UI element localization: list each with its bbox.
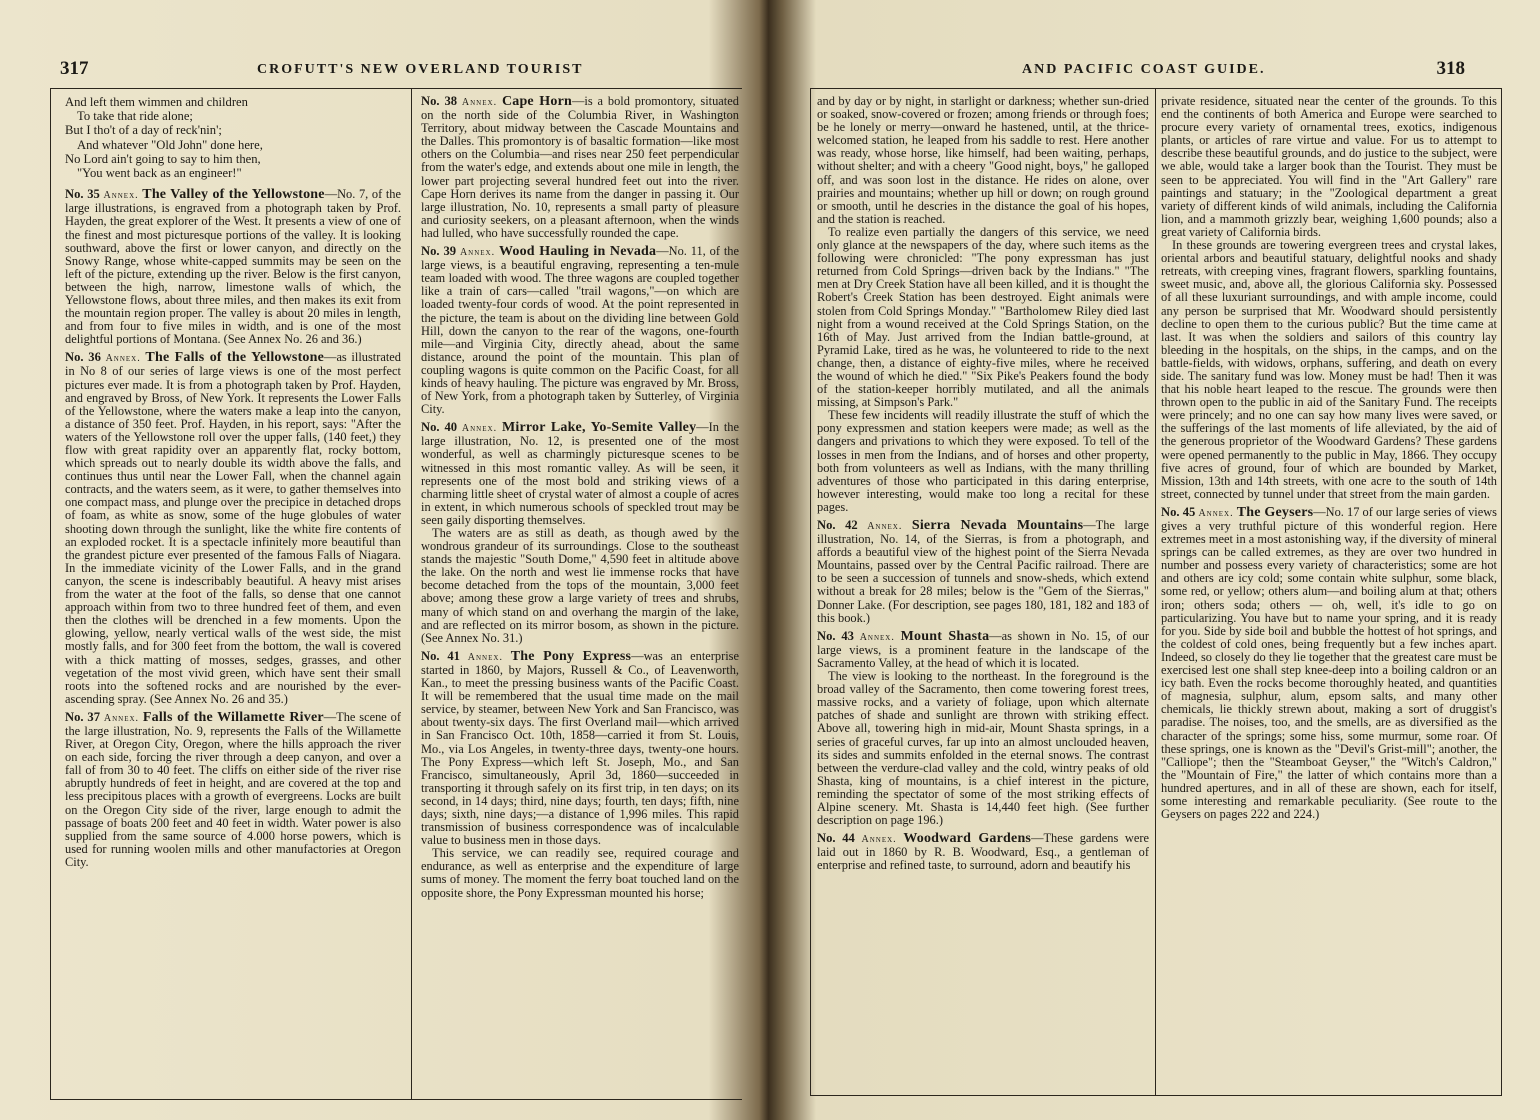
left-page bbox=[22, 0, 742, 1120]
running-title: AND PACIFIC COAST GUIDE. bbox=[1022, 62, 1266, 77]
right-page bbox=[800, 0, 1505, 1120]
poem-line: No Lord ain't going to say to him then, bbox=[65, 151, 261, 166]
paragraph: and by day or by night, in starlight or darkness; whether sun-dried or soaked, snow-covered or frozen; among friends or through foes; be he lonely or merry—onward he hastened, until, at the thrice-welcomed station, he leaped from his saddle to rest. Here another was ready, whose horse, like himself, had been waiting, perhaps, without shelter; and with a cheery "Good night, boys," he galloped off, and was soon lost in the distance. He rides on alone, over prairies and mountains; whether up hill or down; on rough ground or smooth, until he descries in the distance the goal of his hopes, and the station is reached. bbox=[817, 95, 1149, 226]
poem-verse bbox=[65, 95, 401, 180]
paragraph: These few incidents will readily illustrate the stuff of which the pony expressmen and station keepers were made; as well as the dangers and privations to which they were exposed. To tell of the losses in men from the Indians, and of horses and other property, both from volunteers as well as Indians, with the many thrilling adventures of those who participated in this daring enterprise, however interesting, would make too long a recital for these pages. bbox=[817, 408, 1149, 514]
column-right bbox=[421, 95, 739, 1095]
poem-line: To take that ride alone; bbox=[77, 109, 193, 124]
annex-entry: No. 41 Annex. The Pony Express—was an enterprise started in 1860, by Majors, Russell & Co., of Leavenworth, Kan., to meet the pressing business wants of the Pacific Coast. It will be remembered that the usual time made on the mail service, by steamer, between New York and San Francisco, was about twenty-six days. The first Overland mail—which arrived in San Francisco Oct. 10th, 1858—carried it from St. Louis, Mo., via Los Angeles, in twenty-three days, twenty-one hours. The Pony Express—which left St. Joseph, Mo., and San Francisco, simultaneously, April 3d, 1860—succeeded in transporting it through safely on its first trip, in ten days; on its second, in 14 days; third, nine days; fourth, ten days; fifth, nine days; sixth, nine days;—a distance of 1,996 miles. This rapid transmission of business correspondence was of incalculable value to business men in those days. bbox=[421, 648, 739, 848]
poem-line: "You went back as an engineer!" bbox=[77, 166, 242, 181]
column-right bbox=[1161, 95, 1497, 1091]
paragraph: The waters are as still as death, as though awed by the wondrous grandeur of its surroundings. Close to the southeast stands the majestic "South Dome," 4,590 feet in altitude above the lake. On the north and west lie immense rocks that have become detached from the tops of the mountain, 3,000 feet above; among these grow a large variety of trees and shrubs, many of which stand on and overhang the margin of the lake, and are reflected on its mirror bosom, as shown in the picture. (See Annex No. 31.) bbox=[421, 526, 739, 645]
text-frame bbox=[50, 88, 742, 1100]
running-title: CROFUTT'S NEW OVERLAND TOURIST bbox=[257, 62, 584, 77]
annex-entry: No. 35 Annex. The Valley of the Yellowstone—No. 7, of the large illustrations, is engraved from a photograph taken by Prof. Hayden, the great explorer of the West. It presents a view of one of the finest and most picturesque portions of the valley. It is looking southward, above the first or lower canyon, and directly on the Snowy Range, whose white-capped summits may be seen on the left of the picture, extending up the river. Below is the first canyon, between the high, narrow, limestone walls of which, the Yellowstone flows, about three miles, and then makes its exit from the mountain region proper. The valley is about 20 miles in length, and from four to five miles in width, and is one of the most delightful portions of Montana. (See Annex No. 26 and 36.) bbox=[65, 187, 401, 347]
annex-entry: No. 38 Annex. Cape Horn—is a bold promontory, situated on the north side of the Columbia River, in Washington Territory, about midway between the Cascade Mountains and the Dalles. This promontory is of basaltic formation—like most others on the Columbia—and rises near 250 feet perpendicular from the water's edge, and extends about one mile in length, the lower part projecting several hundred feet out into the river. Cape Horn derives its name from the danger in passing it. Our large illustration, No. 10, represents a small party of pleasure and curiosity seekers, on a pleasant afternoon, when the winds had lulled, who have successfully rounded the cape. bbox=[421, 95, 739, 240]
paragraph: In these grounds are towering evergreen trees and crystal lakes, oriental arbors and beautiful statuary, delightful nooks and shady retreats, with creeping vines, fragrant flowers, sparkling fountains, sweet music, and, above all, the glorious California sky. Possessed of all these luxuriant surroundings, and with ample income, could any person be surprised that Mr. Woodward should persistently decline to open them to the curious public? But the time came at last. It was when the soldiers and sailors of this country lay bleeding in the hospitals, on the ships, in the camps, and on the battle-fields, with widows, orphans, suffering, and death on every side. The sanitary fund was low. Money must be had! Then it was that his noble heart leaped to the rescue. The grounds were then thrown open to the public in aid of the Sanitary Fund. The receipts were princely; and no one can say how many lives were saved, or the sufferings of the last moments of life alleviated, by the aid of the generous proprietor of the Woodward Gardens? These gardens were opened permanently to the public in May, 1866. They occupy five acres of ground, four of which are bounded by Market, Mission, 13th and 14th streets, with one acre to the south of 14th street, connected by tunnel under that street from the main garden. bbox=[1161, 238, 1497, 501]
annex-entry: No. 45 Annex. The Geysers—No. 17 of our large series of views gives a very truthful picture of this wonderful region. Here extremes meet in a most astonishing way, if the diversity of mineral springs can be called extremes, as they are over two hundred in number and possess every variety of characteristics; some are hot and others are icy cold; some contain white sulphur, some black, some red, or yellow; others alum—and boiling alum at that; others iron; others soda; others — oh, well, it's idle to go on particularizing. You have but to name your spring, and it is ready for you. Side by side boil and bubble the hottest of hot springs, and the coldest of cold ones, being frequently but a few inches apart. Indeed, so closely do they lie together that the greatest care must be exercised lest one shall step knee-deep into a boiling caldron or an icy bath. Even the rocks become thoroughly heated, and quantities of magnesia, sulphur, alum, epsom salts, and many other chemicals, lie thickly strewn about, making a sort of druggist's paradise. The noises, too, and the smells, are as diversified as the character of the springs; some hiss, some murmur, some roar. Of these springs, one is known as the "Devil's Grist-mill"; another, the "Calliope"; then the "Steamboat Geyser," the "Witch's Caldron," the "Mountain of Fire," the latter of which contains more than a hundred apertures, and in all of these are shown, each for itself, some interesting and remarkable peculiarity. (See route to the Geysers on pages 222 and 224.) bbox=[1161, 504, 1497, 822]
annex-entry: No. 36 Annex. The Falls of the Yellowstone—as illustrated in No 8 of our series of large views is one of the most perfect pictures ever made. It is from a photograph taken by Prof. Hayden, and engraved by Bross, of New York. It represents the Lower Falls of the Yellowstone, where the waters make a leap into the canyon, a distance of 350 feet. Prof. Hayden, in his report, says: "After the waters of the Yellowstone roll over the upper falls, (140 feet,) they flow with great rapidity over an apparently flat, rocky bottom, which spreads out to nearly double its width above the falls, and continues thus until near the Lower Fall, when the channel again contracts, and the waters seem, as it were, to gather themselves into one compact mass, and plunge over the precipice in detached drops of foam, as white as snow, some of the huge globules of water shooting down through the sunlight, like the white fire contents of an exploded rocket. It is a spectacle infinitely more beautiful than the grandest picture ever presented of the famous Falls of Niagara. In the immediate vicinity of the Lower Falls, and in the grand canyon, the scene is indescribably beautiful. A heavy mist arises from the water at the foot of the falls, so dense that one cannot approach within from two to three hundred feet of them, and even then the clothes will be drenched in a few moments. Upon the glowing, yellow, nearly vertical walls of the west side, the mist mostly falls, and for 300 feet from the bottom, the wall is covered with a thick matting of mosses, sedges, grasses, and other vegetation of the most vivid green, which have sent their small roots into the softened rocks and are nourished by the ever-ascending spray. (See Annex No. 26 and 35.) bbox=[65, 350, 401, 706]
annex-entry: No. 42 Annex. Sierra Nevada Mountains—The large illustration, No. 14, of the Sierras, is from a photograph, and affords a beautiful view of the highest point of the Sierra Nevada Mountains, passed over by the Central Pacific railroad. There are to be seen a succession of tunnels and snow-sheds, which extend without a break for 28 miles; below is the "Gem of the Sierras," Donner Lake. (For description, see pages 180, 181, 182 and 183 of this book.) bbox=[817, 518, 1149, 625]
annex-entry: No. 44 Annex. Woodward Gardens—These gardens were laid out in 1860 by R. B. Woodward, Esq., a gentleman of enterprise and refined taste, to surround, adorn and beautify his bbox=[817, 831, 1149, 873]
page-header bbox=[22, 56, 742, 84]
paragraph: To realize even partially the dangers of this service, we need only glance at the newspapers of the day, where such items as the following were chronicled: "The pony expressman has just returned from Cold Springs—driven back by the Indians." "The men at Dry Creek Station have all been killed, and it is thought the Robert's Creek Station has been destroyed. Eight animals were stolen from Cold Springs Monday." "Bartholomew Riley died last night from a wound received at the Cold Springs Station, on the 16th of May. Just arrived from the Indian battle-ground, at Pyramid Lake, tired as he was, he volunteered to ride to the next change, then, a distance of eighty-five miles, where he received the wound of which he died." "Six Pike's Peakers found the body of the station-keeper horribly mutilated, and all the animals missing, at Simpson's Park." bbox=[817, 224, 1149, 410]
column-rule bbox=[1155, 89, 1156, 1095]
paragraph: private residence, situated near the center of the grounds. To this end the continents of both America and Europe were searched to procure every variety of ornamental trees, exotics, indigenous plants, or articles of rare virtue and value. For us to attempt to describe these beautiful grounds, and do justice to the subject, were we able, would take a larger book than the Tourist. They must be seen to be appreciated. You will find in the "Art Gallery" rare paintings and statuary; in the "Zoological department a great variety of different kinds of wild animals, including the California lion, and a mammoth grizzly bear, weighing 1,600 pounds; also a great variety of California birds. bbox=[1161, 95, 1497, 239]
page-number: 317 bbox=[60, 58, 89, 79]
poem-line: But I tho't of a day of reck'nin'; bbox=[65, 123, 222, 138]
paragraph: The view is looking to the northeast. In the foreground is the broad valley of the Sacramento, then come towering forest trees, massive rocks, and a variety of foliage, upon which alternate patches of shade and sunlight are thrown with striking effect. Above all, towering high in mid-air, Mount Shasta springs, in a series of graceful curves, far up into an almost unclouded heaven, its sides and summits enfolded in the eternal snows. The contrast between the verdure-clad valley and the cold, wintry peaks of old Shasta, king of mountains, is a chief interest in the picture, reminding the spectator of some of the most striking effects of Alpine scenery. Mt. Shasta is 14,440 feet high. (See further description on page 196.) bbox=[817, 669, 1149, 828]
annex-entry: No. 39 Annex. Wood Hauling in Nevada—No. 11, of the large views, is a beautiful engraving, representing a ten-mule team loaded with wood. The three wagons are coupled together like a train of cars—called "trail wagons,"—on which are loaded twenty-four cords of wood. At the point represented in the picture, the team is about on the dividing line between Gold Hill, down the canyon to the rear of the wagons, one-fourth mile—and Virginia City, directly ahead, about the same distance, around the point of the mountain. This plan of coupling wagons is quite common on the Pacific Coast, for all kinds of heavy hauling. The picture was engraved by Mr. Bross, of New York, from a photograph taken by Sutterley, of Virginia City. bbox=[421, 244, 739, 417]
page-number: 318 bbox=[1436, 58, 1465, 79]
column-left bbox=[65, 95, 401, 1095]
column-rule bbox=[411, 89, 412, 1099]
annex-entry: No. 40 Annex. Mirror Lake, Yo-Semite Valley—In the large illustration, No. 12, is presented one of the most wonderful, as well as charmingly picturesque scenes to be witnessed in this most romantic valley. As will be seen, it represents one of the most bold and striking views of a charming little sheet of crystal water of almost a couple of acres in extent, in which numerous schools of speckled trout may be seen gaily disporting themselves. bbox=[421, 420, 739, 527]
column-left bbox=[817, 95, 1149, 1091]
annex-entry: No. 37 Annex. Falls of the Willamette River—The scene of the large illustration, No. 9, represents the Falls of the Willamette River, at Oregon City, Oregon, where the hills approach the river on each side, forcing the river through a deep canyon, and over a fall of from 30 to 40 feet. The cliffs on either side of the river rise abruptly hundreds of feet in height, and are covered at the top and less precipitous places with a growth of evergreens. Locks are built on the Oregon City side of the river, large enough to admit the passage of boats 200 feet and 40 feet in width. Water power is also supplied from the same source of 4.000 horse powers, which is used for running woolen mills and other manufactories at Oregon City. bbox=[65, 709, 401, 869]
poem-line: And left them wimmen and children bbox=[65, 95, 248, 109]
poem-line: And whatever "Old John" done here, bbox=[77, 137, 263, 152]
page-header bbox=[800, 56, 1505, 84]
text-frame bbox=[810, 88, 1502, 1096]
paragraph: This service, we can readily see, required courage and endurance, as well as enterprise and the expenditure of large sums of money. The moment the ferry boat touched land on the opposite shore, the Pony Expressman mounted his horse; bbox=[421, 846, 739, 900]
annex-entry: No. 43 Annex. Mount Shasta—as shown in No. 15, of our large views, is a prominent feature in the landscape of the Sacramento Valley, at the head of which it is located. bbox=[817, 628, 1149, 670]
